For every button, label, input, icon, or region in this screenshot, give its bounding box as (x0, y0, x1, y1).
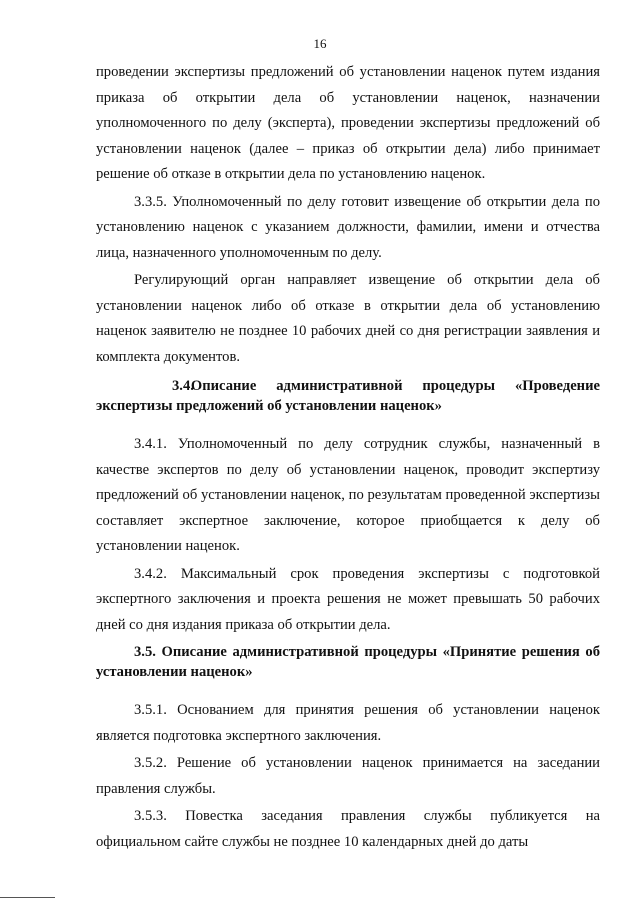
paragraph-3-5-1: 3.5.1. Основанием для принятия решения об установлении наценок является подготовка экспертного заключения. (96, 702, 600, 744)
page-number: 16 (313, 36, 327, 51)
page-edge-rule (0, 897, 55, 898)
paragraph-3-4-2: 3.4.2. Максимальный срок проведения экспертизы с подготовкой экспертного заключения и проекта решения не может превышать 50 рабочих дней со дня издания приказа об открытии дела. (96, 565, 600, 633)
section-heading-3-4 (96, 376, 600, 416)
paragraph-3-5-3: 3.5.3. Повестка заседания правления службы публикуется на официальном сайте службы не позднее 10 календарных дней до даты (96, 808, 600, 850)
section-title: Описание административной процедуры «Проведение экспертизы предложений об установлении наценок» (96, 378, 600, 414)
paragraph-regulator-notice: Регулирующий орган направляет извещение об открытии дела об установлении наценок либо об отказе в открытии дела об установлению наценок заявителю не позднее 10 рабочих дней со дня регистрации заявления и комплекта документов. (96, 272, 600, 365)
paragraph-3-3-5: 3.3.5. Уполномоченный по делу готовит извещение об открытии дела по установлению наценок с указанием должности, фамилии, имени и отчества лица, назначенного уполномоченным по делу. (96, 193, 600, 261)
paragraph-3-5-2: 3.5.2. Решение об установлении наценок принимается на заседании правления службы. (96, 755, 600, 797)
document-body (96, 60, 600, 855)
paragraph-3-4-1: 3.4.1. Уполномоченный по делу сотрудник службы, назначенный в качестве экспертов по делу об установлении наценок, проводит экспертизу предложений об установлении наценок, по результатам проведенной экспертизы составляет экспертное заключение, которое приобщается к делу об установлении наценок. (96, 436, 600, 554)
section-number: 3.4. (172, 378, 194, 394)
paragraph-continuation: проведении экспертизы предложений об установлении наценок путем издания приказа об открытии дела об установлении наценок, назначении уполномоченного по делу (эксперта), проведении экспертизы предложений об установлении наценок (далее – приказ об открытии дела) либо принимает решение об отказе в открытии дела по установлению наценок. (96, 64, 600, 182)
section-heading-3-5: 3.5. Описание административной процедуры «Принятие решения об установлении наценок» (96, 644, 600, 680)
